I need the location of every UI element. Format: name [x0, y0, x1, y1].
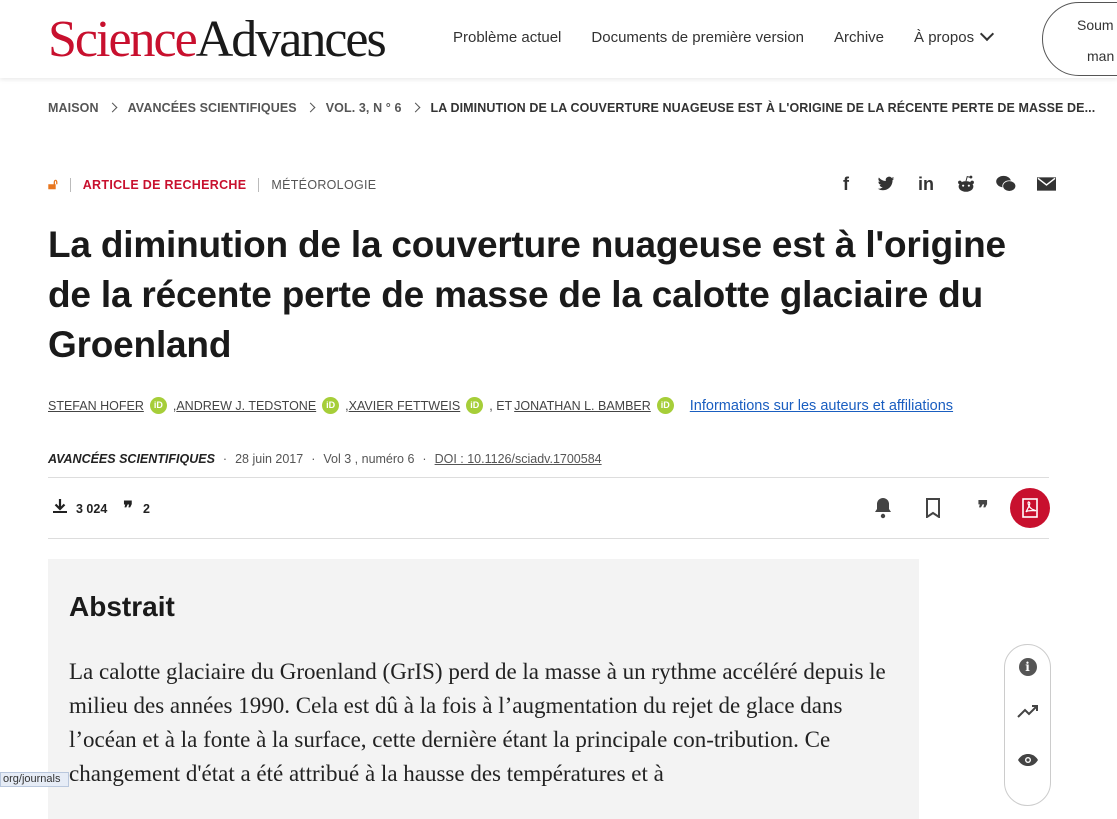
science-advances-logo[interactable]: [48, 12, 385, 68]
doi-link[interactable]: DOI : 10.1126/sciadv.1700584: [434, 452, 602, 466]
side-toolbar: [1004, 644, 1051, 806]
article-type: ARTICLE DE RECHERCHE: [82, 177, 247, 192]
author-link[interactable]: STEFAN HOFER: [48, 398, 144, 413]
email-icon[interactable]: [1026, 172, 1066, 196]
abstract-heading: Abstrait: [69, 591, 175, 622]
article-metrics: [52, 498, 150, 519]
breadcrumb-issue[interactable]: VOL. 3, N ° 6: [325, 101, 402, 115]
pdf-icon[interactable]: [1010, 488, 1050, 528]
breadcrumb: [48, 101, 1095, 115]
download-icon: [52, 498, 68, 519]
divider: [70, 178, 71, 192]
submit-manuscript-button[interactable]: [1042, 2, 1117, 76]
orcid-icon[interactable]: iD: [657, 397, 674, 414]
reddit-icon[interactable]: [946, 172, 986, 196]
nav-first-release[interactable]: Documents de première version: [591, 29, 804, 46]
facebook-icon[interactable]: f: [843, 173, 849, 194]
breadcrumb-journal[interactable]: AVANCÉES SCIENTIFIQUES: [127, 101, 297, 115]
author-link[interactable]: JONATHAN L. BAMBER: [514, 398, 651, 413]
quote-icon: ❞: [123, 498, 133, 519]
download-count: 3 024: [76, 501, 108, 516]
wechat-icon[interactable]: [986, 172, 1026, 196]
divider: [48, 538, 1049, 539]
quote-icon[interactable]: ❞: [977, 496, 989, 520]
linkedin-icon[interactable]: in: [918, 173, 934, 194]
nav-about[interactable]: [914, 29, 992, 46]
logo-science: Science: [48, 11, 196, 68]
nav-about-label: À propos: [914, 29, 975, 46]
twitter-icon[interactable]: [866, 172, 906, 196]
eye-icon[interactable]: [1005, 751, 1050, 772]
publication-info: AVANCÉES SCIENTIFIQUES · 28 juin 2017 · Vol 3 , numéro 6 · DOI : 10.1126/sciadv.1700584: [48, 452, 602, 466]
abstract-section: [48, 559, 919, 819]
citation-count: 2: [142, 501, 150, 516]
author-list: [48, 397, 953, 414]
orcid-icon[interactable]: iD: [322, 397, 339, 414]
article-actions: [858, 488, 1050, 528]
abstract-text: La calotte glaciaire du Groenland (GrIS) perd de la masse à un rythme accéléré depuis le milieu des années 1990. Cela est dû à la fois à l’augmentation du rejet de glace dans l’océan et à la fonte à la surface, cette dernière étant la principale con-tribution. Ce changement d'état a été attribué à la hausse des températures et à: [69, 659, 886, 786]
divider: [48, 477, 1049, 478]
author-separator: ,: [172, 398, 177, 413]
volume-issue[interactable]: Vol 3 , numéro 6: [323, 452, 415, 466]
breadcrumb-home[interactable]: MAISON: [48, 101, 99, 115]
info-icon[interactable]: i: [1005, 655, 1050, 676]
bookmark-icon[interactable]: [908, 488, 958, 528]
site-header: [0, 0, 1117, 78]
submit-label-line1: Soum: [1077, 17, 1114, 33]
breadcrumb-article: LA DIMINUTION DE LA COUVERTURE NUAGEUSE EST À L'ORIGINE DE LA RÉCENTE PERTE DE MASSE DE...: [430, 101, 1096, 115]
bell-icon[interactable]: [858, 488, 908, 528]
orcid-icon[interactable]: iD: [150, 397, 167, 414]
affiliations-link[interactable]: Informations sur les auteurs et affiliations: [689, 397, 954, 414]
status-bar-url: org/journals: [0, 772, 69, 787]
chevron-right-icon: [107, 103, 117, 113]
nav-current-issue[interactable]: Problème actuel: [453, 29, 562, 46]
nav-archive[interactable]: Archive: [834, 29, 885, 46]
chevron-right-icon: [410, 103, 420, 113]
trending-icon[interactable]: [1005, 703, 1050, 724]
orcid-icon[interactable]: iD: [466, 397, 483, 414]
article-meta: [48, 176, 376, 193]
author-link[interactable]: ANDREW J. TEDSTONE: [176, 398, 317, 413]
logo-advances: Advances: [195, 11, 385, 68]
author-separator: ,: [345, 398, 349, 413]
author-link[interactable]: XAVIER FETTWEIS: [348, 398, 461, 413]
article-subject[interactable]: MÉTÉOROLOGIE: [271, 177, 377, 192]
author-separator: , ET: [489, 398, 513, 413]
open-access-icon: 🔓︎: [48, 176, 58, 193]
chevron-right-icon: [305, 103, 315, 113]
article-title: La diminution de la couverture nuageuse est à l'origine de la récente perte de masse de la calotte glaciaire du Groenland: [48, 224, 1006, 365]
pub-date: 28 juin 2017: [235, 452, 304, 466]
share-bar: [826, 172, 1066, 196]
chevron-down-icon: [980, 27, 994, 41]
submit-label-line2: man: [1087, 48, 1115, 64]
divider: [258, 178, 259, 192]
main-nav: [453, 29, 992, 46]
journal-name[interactable]: AVANCÉES SCIENTIFIQUES: [48, 452, 215, 466]
